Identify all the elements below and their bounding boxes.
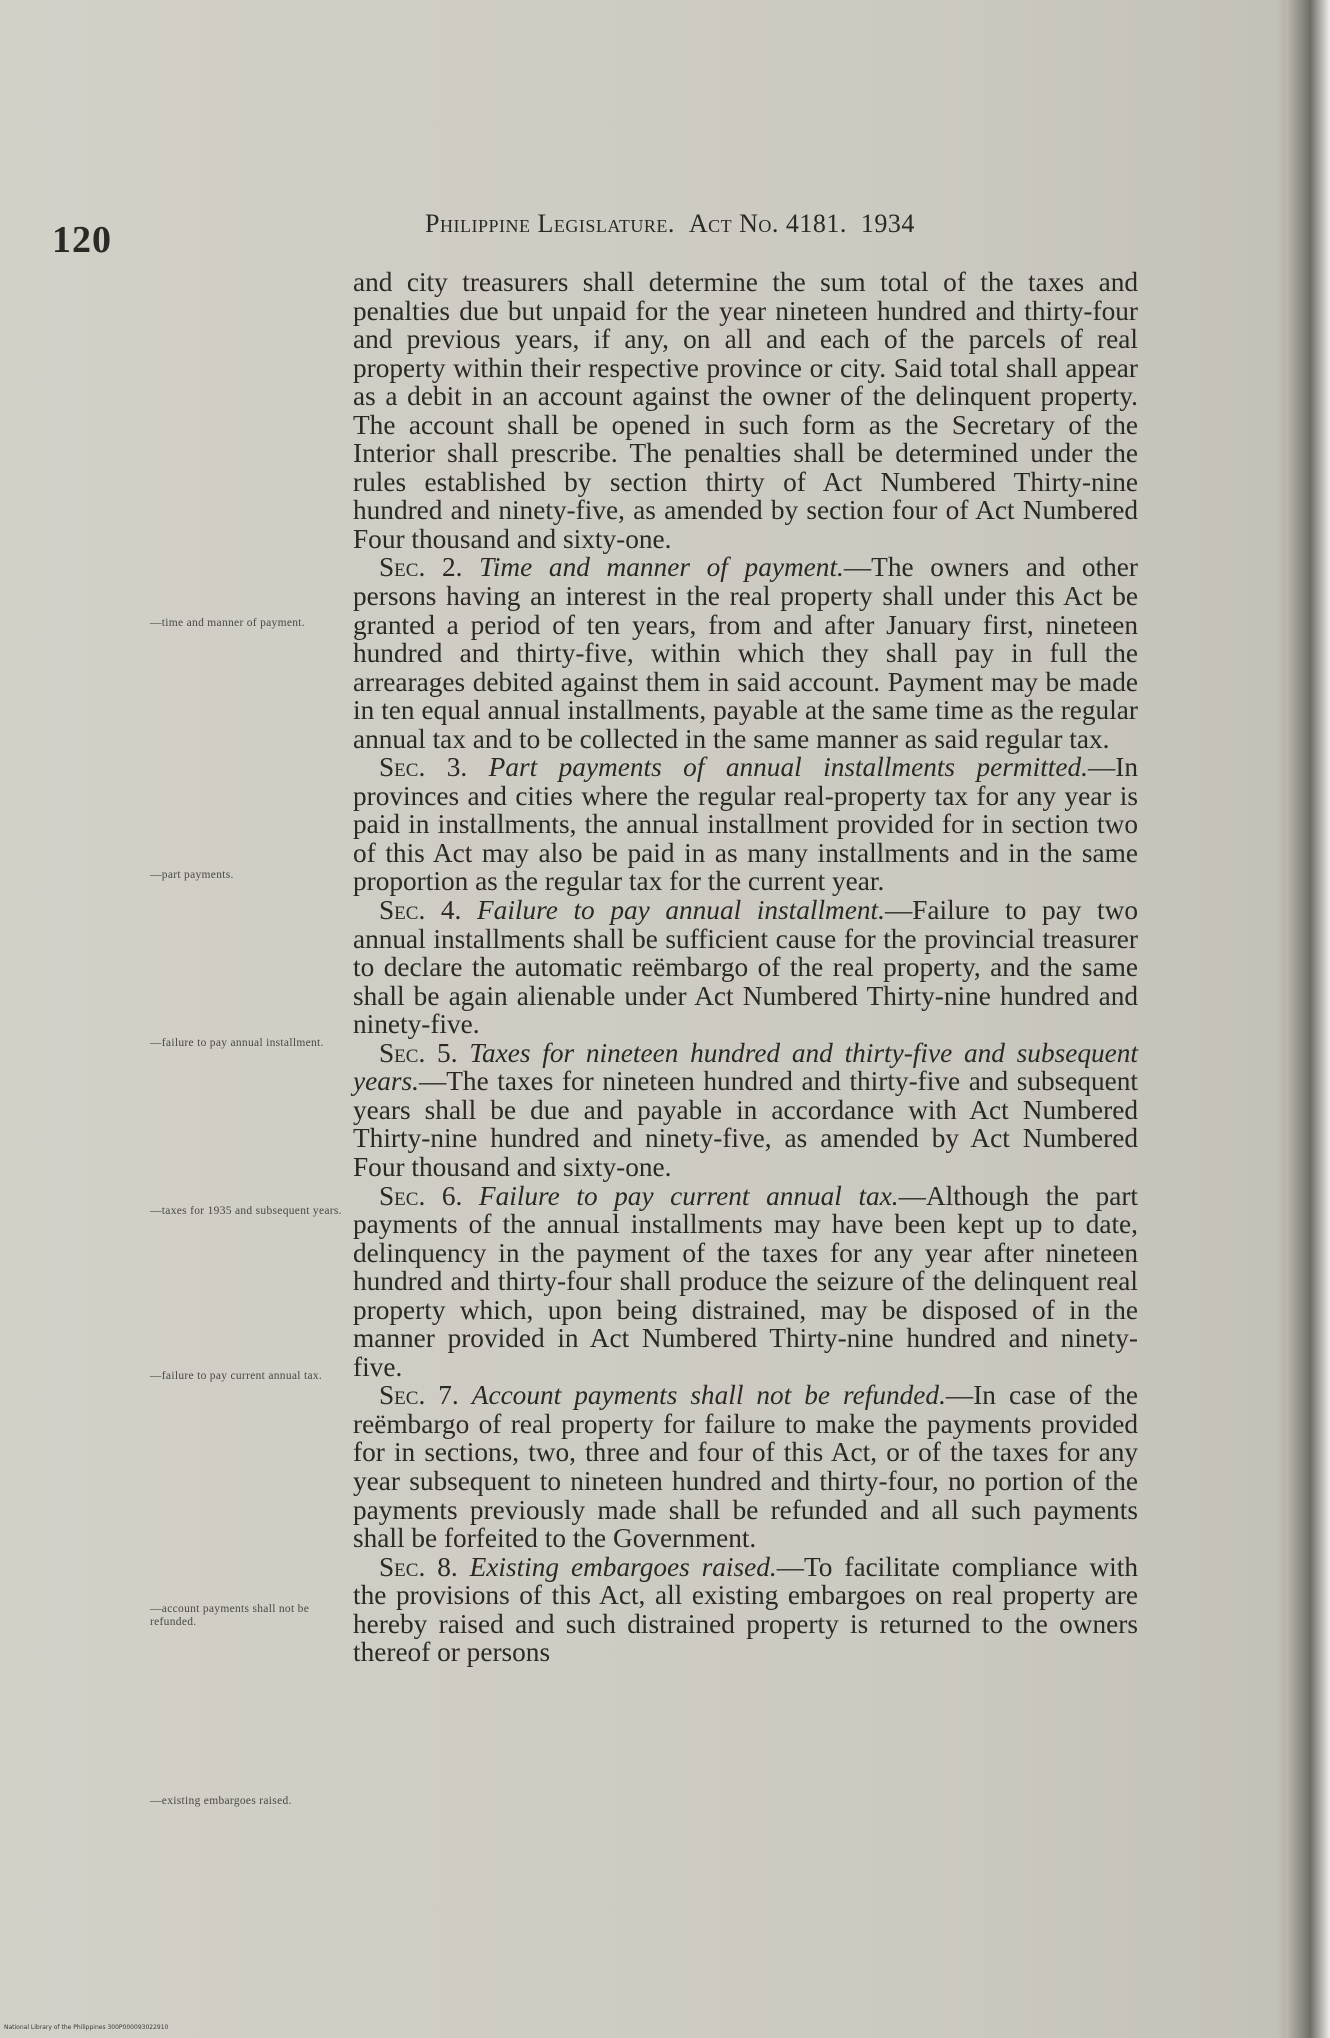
section-2 xyxy=(353,553,1138,753)
section-4 xyxy=(353,896,1138,1039)
section-8-label: Sec. 8. xyxy=(379,1551,458,1582)
section-5-label: Sec. 5. xyxy=(379,1037,458,1068)
section-8-text: —To facilitate compliance with the provisions of this Act, all existing embargoes on real property are hereby raised and such distrained property is returned to the owners thereof or persons xyxy=(353,1551,1138,1668)
section-4-title: Failure to pay annual installment. xyxy=(477,895,885,926)
section-4-text: —Failure to pay two annual installments shall be sufficient cause for the provincial treasurer to declare the automatic reëmbargo of the real property, and the same shall be again alienable under Act Numbered Thirty-nine hundred and ninety-five. xyxy=(353,895,1138,1040)
running-head-publication: Philippine Legislature. xyxy=(425,209,675,238)
section-6-label: Sec. 6. xyxy=(379,1180,463,1211)
section-2-title: Time and manner of payment. xyxy=(479,552,844,583)
section-5 xyxy=(353,1039,1138,1182)
running-head xyxy=(425,209,1090,239)
margin-note-sec-8: —existing embargoes raised. xyxy=(150,1795,292,1807)
section-2-label: Sec. 2. xyxy=(379,552,463,583)
book-spine-shadow xyxy=(1286,0,1330,2038)
section-3-title: Part payments of annual installments permitted. xyxy=(488,752,1088,783)
section-2-text: —The owners and other persons having an interest in the real property shall under this Act be granted a period of ten years, from and after January first, nineteen hundred and thirty-five, within which they shall pay in full the arrearages debited against them in said account. Payment may be made in ten equal annual installments, payable at the same time as the regular annual tax and to be collected in the same manner as said regular tax. xyxy=(353,552,1138,754)
section-3-text: —In provinces and cities where the regular real-property tax for any year is paid in installments, the annual installment provided for in section two of this Act may also be paid in as many installments and in the same proportion as the regular tax for the current year. xyxy=(353,752,1138,897)
margin-note-sec-5: —taxes for 1935 and subsequent years. xyxy=(150,1205,342,1217)
section-8 xyxy=(353,1553,1138,1667)
section-8-title: Existing embargoes raised. xyxy=(469,1551,777,1582)
page-number: 120 xyxy=(52,219,112,261)
margin-note-sec-2: —time and manner of payment. xyxy=(150,617,305,629)
section-6-title: Failure to pay current annual tax. xyxy=(478,1180,899,1211)
library-stamp: National Library of the Philippines 300P000093022910 xyxy=(4,2024,169,2031)
section-6 xyxy=(353,1182,1138,1382)
margin-note-sec-6: —failure to pay current annual tax. xyxy=(150,1370,323,1382)
section-4-label: Sec. 4. xyxy=(379,895,462,926)
margin-note-sec-7: —account payments shall not be refunded. xyxy=(150,1603,310,1628)
running-head-act: Act No. 4181. xyxy=(688,209,847,238)
section-6-text: —Although the part payments of the annual installments may have been kept up to date, delinquency in the payment of the taxes for any year after nineteen hundred and thirty-four shall produce the seizure of the delinquent real property which, upon being distrained, may be disposed of in the manner provided in Act Numbered Thirty-nine hundred and ninety-five. xyxy=(353,1180,1138,1382)
section-5-title: Taxes for nineteen hundred and thirty-five and subsequent years. xyxy=(353,1037,1138,1097)
section-3-label: Sec. 3. xyxy=(379,752,468,783)
section-7-text: —In case of the reëmbargo of real property for failure to make the payments provided for in sections, two, three and four of this Act, or of the taxes for any year subsequent to nineteen hundred and thirty-four, no portion of the payments previously made shall be refunded and all such payments shall be forfeited to the Government. xyxy=(353,1380,1139,1554)
section-7-label: Sec. 7. xyxy=(379,1380,459,1411)
section-3 xyxy=(353,753,1138,896)
section-7-title: Account payments shall not be refunded. xyxy=(471,1380,946,1411)
running-head-year: 1934 xyxy=(860,209,915,238)
intro-paragraph: and city treasurers shall determine the sum total of the taxes and penalties due but unpaid for the year nineteen hundred and thirty-four and previous years, if any, on all and each of the parcels of real property within their respective province or city. Said total shall appear as a debit in an account against the owner of the delinquent property. The account shall be opened in such form as the Secretary of the Interior shall prescribe. The penalties shall be determined under the rules established by section thirty of Act Numbered Thirty-nine hundred and ninety-five, as amended by section four of Act Numbered Four thousand and sixty-one. xyxy=(353,267,1138,554)
section-5-text: —The taxes for nineteen hundred and thirty-five and subsequent years shall be due and payable in accordance with Act Numbered Thirty-nine hundred and ninety-five, as amended by Act Numbered Four thousand and sixty-one. xyxy=(353,1066,1138,1182)
section-7 xyxy=(353,1381,1138,1552)
margin-note-sec-4: —failure to pay annual installment. xyxy=(150,1037,324,1049)
body-text xyxy=(353,268,1138,1667)
margin-note-sec-3: —part payments. xyxy=(150,869,234,881)
